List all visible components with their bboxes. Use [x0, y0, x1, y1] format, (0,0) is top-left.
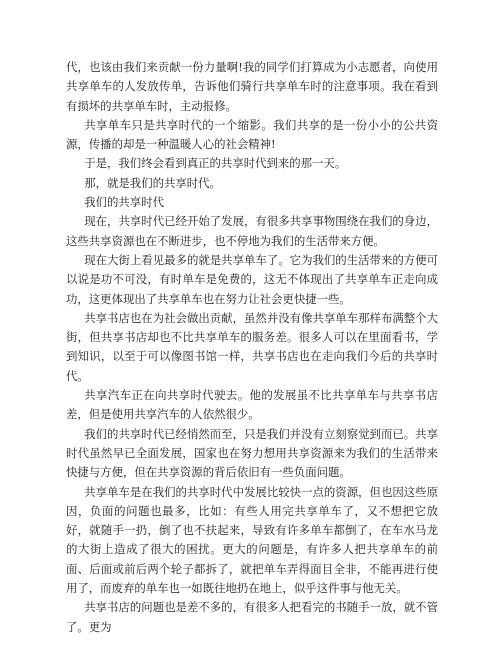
paragraph-10: 我们的共享时代已经悄然而至，只是我们并没有立刻察觉到而已。共享时代虽然早已全面发展，国家也在努力想用共享资源来为我们的生活带来快捷与方便，但在共享资源的背后依旧有一些负面问题。 — [66, 426, 438, 480]
paragraph-11: 共享单车是在我们的共享时代中发展比较快一点的资源，但也因这些原因，负面的问题也最多，比如：有些人用完共享单车了，又不想把它放好，就随手一扔，倒了也不扶起来，导致有许多单车都倒了，在车水马龙的大街上造成了很大的困扰。更大的问题是，有许多人把共享单车的前面、后面或前后两个轮子都拆了，就把单车弄得面目全非，不能再进行使用了，而废弃的单车也一如既往地扔在地上，似乎这件事与他无关。 — [66, 484, 438, 596]
paragraph-9: 共享汽车正在向共享时代驶去。他的发展虽不比共享单车与共享书店差，但是使用共享汽车的人依然很少。 — [66, 388, 438, 422]
paragraph-12: 共享书店的问题也是差不多的，有很多人把看完的书随手一放，就不管了。更为 — [66, 600, 438, 634]
paragraph-3: 于是，我们终会看到真正的共享时代到来的那一天。 — [84, 156, 347, 171]
paragraph-1: 代，也该由我们来贡献一份力量啊!我的同学们打算成为小志愿者，向使用共享单车的人发放传单，告诉他们骑行共享单车时的注意事项。我在看到有损坏的共享单车时，主动报修。 — [66, 60, 438, 113]
paragraph-8: 共享书店也在为社会做出贡献，虽然并没有像共享单车那样布满整个大街，但共享书店却也不比共享单车的服务差。很多人可以在里面看书，学到知识，以至于可以像图书馆一样，共享书店也在走向我们今后的共享时代。 — [66, 310, 438, 383]
paragraph-7: 现在大街上看见最多的就是共享单车了。它为我们的生活带来的方便可以说是功不可没，有时单车是免费的，这无不体现出了共享单车正走向成功，这更体现出了共享单车也在努力让社会更快捷一些。 — [66, 252, 438, 306]
document-body — [66, 58, 438, 637]
paragraph-6: 现在，共享时代已经开始了发展，有很多共享事物围绕在我们的身边，这些共享资源也在不断进步，也不停地为我们的生活带来方便。 — [66, 214, 438, 248]
paragraph-4: 那，就是我们的共享时代。 — [84, 175, 221, 190]
section-heading: 我们的共享时代 — [84, 195, 164, 210]
paragraph-2: 共享单车只是共享时代的一个缩影。我们共享的是一份小小的公共资源，传播的却是一种温暖人心的社会精神! — [66, 117, 438, 152]
